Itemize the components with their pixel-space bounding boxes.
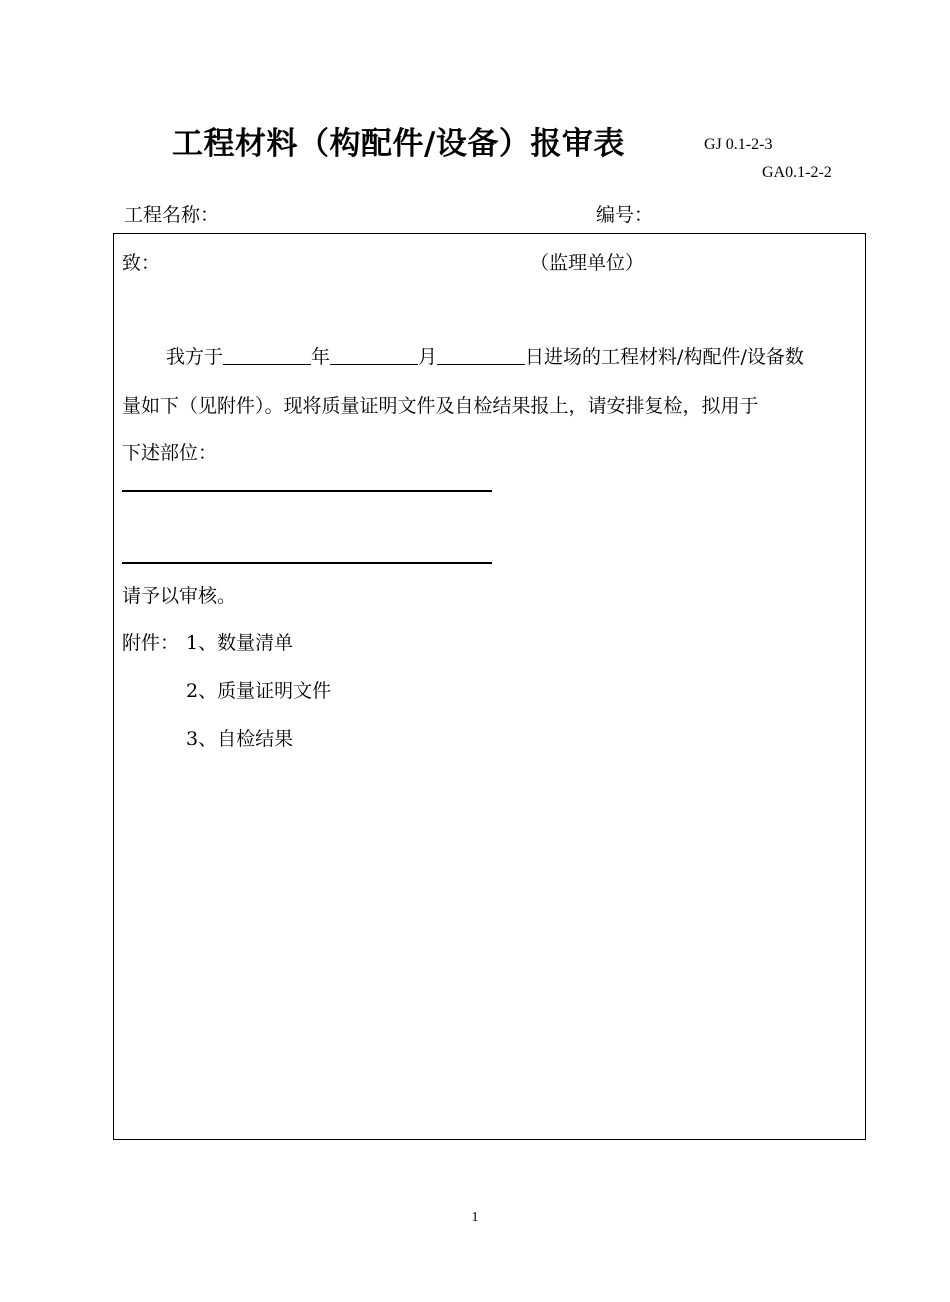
- page-number: 1: [471, 1210, 479, 1225]
- attachments-label: 附件：: [122, 632, 180, 654]
- location-line-1[interactable]: [122, 490, 492, 492]
- month-label: 月: [418, 346, 438, 368]
- year-label: 年: [311, 346, 331, 368]
- attachment-item: 1、数量清单: [186, 632, 294, 654]
- attachment-item: 3、自检结果: [186, 728, 294, 750]
- to-label: 致：: [122, 252, 161, 274]
- year-blank[interactable]: [223, 344, 311, 365]
- form-code-secondary: GA0.1-2-2: [762, 164, 832, 181]
- intro-line: [166, 342, 804, 369]
- request-text: 请予以审核。: [122, 585, 237, 607]
- sentence-tail: 日进场的工程材料/构配件/设备数: [525, 346, 804, 368]
- location-line-2[interactable]: [122, 562, 492, 564]
- intro-text: 我方于: [166, 346, 224, 368]
- page-title: 工程材料（构配件/设备）报审表: [172, 126, 625, 162]
- day-blank[interactable]: [437, 344, 525, 365]
- form-code-primary: GJ 0.1-2-3: [704, 136, 773, 153]
- body-line-3: 下述部位：: [122, 442, 218, 464]
- project-name-label: 工程名称：: [124, 204, 220, 226]
- supervisor-unit-label: （监理单位）: [530, 252, 645, 274]
- attachment-item: 2、质量证明文件: [186, 680, 332, 702]
- month-blank[interactable]: [330, 344, 418, 365]
- body-line-2: 量如下（见附件）。现将质量证明文件及自检结果报上，请安排复检，拟用于: [122, 395, 759, 417]
- serial-number-label: 编号：: [596, 204, 654, 226]
